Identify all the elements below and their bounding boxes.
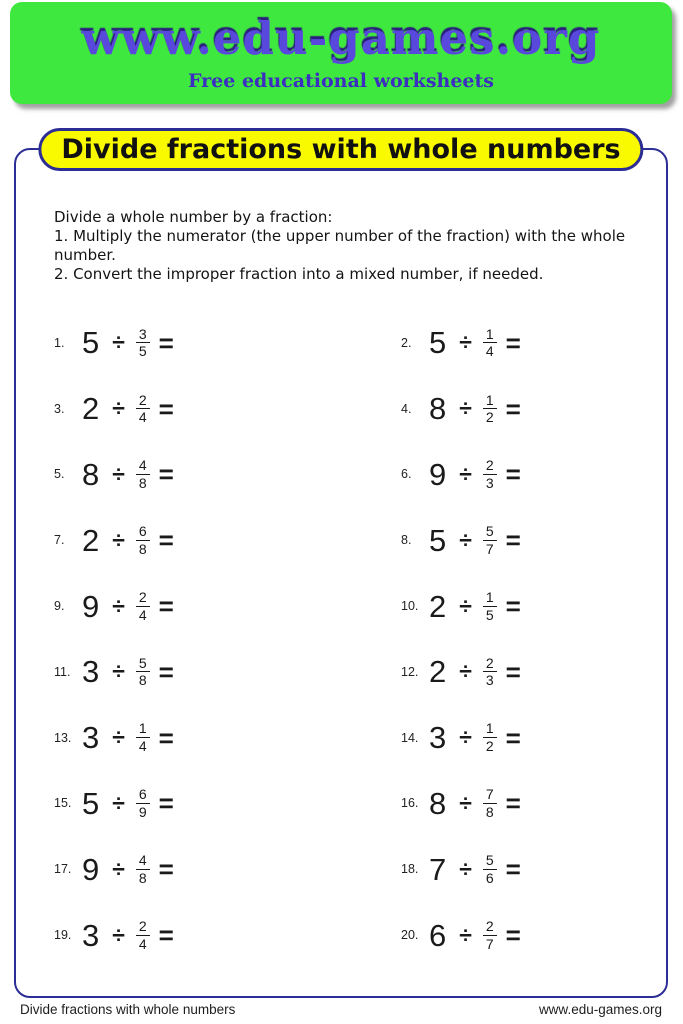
divisor-fraction — [136, 393, 150, 425]
problem-number: 14. — [401, 730, 419, 745]
problem-number: 17. — [54, 862, 72, 877]
problem-row — [401, 458, 662, 490]
division-sign: ÷ — [112, 460, 125, 487]
division-sign: ÷ — [459, 921, 472, 948]
fraction-denominator: 6 — [485, 869, 494, 886]
problem-row — [54, 393, 401, 425]
problem-number: 5. — [54, 467, 65, 482]
divisor-fraction — [483, 919, 497, 951]
fraction-numerator: 1 — [483, 590, 497, 607]
divisor-fraction — [483, 721, 497, 753]
equals-sign: = — [158, 459, 174, 490]
dividend-whole-number: 9 — [82, 588, 100, 624]
fraction-numerator: 2 — [136, 919, 150, 936]
problem-number: 8. — [401, 533, 412, 548]
divisor-fraction — [136, 590, 150, 622]
dividend-whole-number: 2 — [82, 522, 100, 558]
problem-row — [54, 919, 401, 951]
fraction-numerator: 6 — [136, 524, 150, 541]
division-sign: ÷ — [112, 658, 125, 685]
fraction-denominator: 7 — [485, 935, 494, 952]
divisor-fraction — [483, 656, 497, 688]
divisor-fraction — [483, 327, 497, 359]
dividend-whole-number: 3 — [82, 654, 100, 690]
fraction-denominator: 4 — [138, 738, 147, 755]
division-sign: ÷ — [112, 329, 125, 356]
equals-sign: = — [505, 327, 521, 358]
fraction-denominator: 2 — [485, 409, 494, 426]
equals-sign: = — [505, 591, 521, 622]
problem-row — [54, 853, 401, 885]
problem-row — [401, 590, 662, 622]
problem-number: 12. — [401, 664, 419, 679]
fraction-denominator: 4 — [138, 409, 147, 426]
site-title: www.edu-games.org — [81, 12, 601, 65]
division-sign: ÷ — [112, 724, 125, 751]
dividend-whole-number: 8 — [429, 391, 447, 427]
problem-row — [54, 458, 401, 490]
problem-row — [401, 919, 662, 951]
dividend-whole-number: 2 — [429, 588, 447, 624]
problem-number: 11. — [54, 664, 71, 679]
division-sign: ÷ — [459, 724, 472, 751]
worksheet-title-pill — [38, 128, 643, 171]
equals-sign: = — [158, 525, 174, 556]
problem-number: 2. — [401, 335, 412, 350]
divisor-fraction — [136, 919, 150, 951]
problem-row — [401, 393, 662, 425]
dividend-whole-number: 3 — [82, 917, 100, 953]
dividend-whole-number: 8 — [82, 456, 100, 492]
fraction-numerator: 2 — [483, 458, 497, 475]
problem-row — [401, 853, 662, 885]
fraction-denominator: 8 — [138, 540, 147, 557]
fraction-denominator: 7 — [485, 540, 494, 557]
fraction-numerator: 5 — [483, 853, 497, 870]
equals-sign: = — [505, 459, 521, 490]
worksheet-title: Divide fractions with whole numbers — [61, 134, 621, 165]
fraction-denominator: 8 — [485, 803, 494, 820]
problem-row — [401, 327, 662, 359]
problem-number: 10. — [401, 599, 419, 614]
fraction-denominator: 5 — [485, 606, 494, 623]
fraction-denominator: 2 — [485, 738, 494, 755]
division-sign: ÷ — [459, 789, 472, 816]
fraction-denominator: 5 — [138, 343, 147, 360]
dividend-whole-number: 5 — [82, 785, 100, 821]
fraction-denominator: 4 — [138, 606, 147, 623]
fraction-numerator: 4 — [136, 853, 150, 870]
division-sign: ÷ — [112, 789, 125, 816]
instruction-line: 2. Convert the improper fraction into a mixed number, if needed. — [54, 265, 544, 283]
fraction-numerator: 2 — [136, 393, 150, 410]
division-sign: ÷ — [459, 329, 472, 356]
problem-number: 1. — [54, 335, 65, 350]
fraction-denominator: 4 — [138, 935, 147, 952]
problem-number: 7. — [54, 533, 65, 548]
problem-row — [54, 787, 401, 819]
dividend-whole-number: 6 — [429, 917, 447, 953]
footer-site-url: www.edu-games.org — [538, 1002, 662, 1017]
divisor-fraction — [136, 524, 150, 556]
dividend-whole-number: 7 — [429, 851, 447, 887]
fraction-denominator: 9 — [138, 803, 147, 820]
problems-grid — [54, 310, 662, 968]
problem-row — [54, 656, 401, 688]
dividend-whole-number: 5 — [82, 325, 100, 361]
equals-sign: = — [505, 656, 521, 687]
division-sign: ÷ — [112, 395, 125, 422]
equals-sign: = — [505, 722, 521, 753]
site-tagline: Free educational worksheets — [187, 70, 494, 92]
fraction-numerator: 1 — [483, 393, 497, 410]
fraction-numerator: 6 — [136, 787, 150, 804]
instruction-line: number. — [54, 246, 116, 264]
equals-sign: = — [505, 525, 521, 556]
divisor-fraction — [483, 524, 497, 556]
fraction-numerator: 7 — [483, 787, 497, 804]
divisor-fraction — [483, 787, 497, 819]
division-sign: ÷ — [459, 855, 472, 882]
dividend-whole-number: 5 — [429, 522, 447, 558]
problem-row — [401, 720, 662, 756]
division-sign: ÷ — [112, 855, 125, 882]
problem-number: 13. — [54, 730, 72, 745]
equals-sign: = — [158, 327, 174, 358]
divisor-fraction — [483, 458, 497, 490]
fraction-numerator: 5 — [136, 656, 150, 673]
dividend-whole-number: 3 — [82, 720, 100, 756]
divisor-fraction — [136, 853, 150, 885]
instructions — [54, 208, 640, 284]
fraction-numerator: 3 — [136, 327, 150, 344]
problem-number: 3. — [54, 401, 65, 416]
divisor-fraction — [483, 853, 497, 885]
dividend-whole-number: 3 — [429, 720, 447, 756]
problem-number: 16. — [401, 796, 419, 811]
divisor-fraction — [136, 458, 150, 490]
fraction-numerator: 1 — [483, 721, 497, 738]
problem-number: 15. — [54, 796, 72, 811]
problem-row — [54, 327, 401, 359]
divisor-fraction — [136, 787, 150, 819]
footer-worksheet-name: Divide fractions with whole numbers — [20, 1002, 236, 1017]
equals-sign: = — [158, 591, 174, 622]
division-sign: ÷ — [459, 592, 472, 619]
equals-sign: = — [158, 393, 174, 424]
fraction-denominator: 8 — [138, 474, 147, 491]
instruction-line: 1. Multiply the numerator (the upper number of the fraction) with the whole — [54, 227, 626, 245]
problem-row — [54, 720, 401, 756]
fraction-numerator: 2 — [483, 919, 497, 936]
fraction-numerator: 5 — [483, 524, 497, 541]
dividend-whole-number: 9 — [429, 456, 447, 492]
problem-number: 4. — [401, 401, 412, 416]
instruction-line: Divide a whole number by a fraction: — [54, 208, 333, 226]
division-sign: ÷ — [459, 395, 472, 422]
site-header — [10, 2, 672, 104]
dividend-whole-number: 8 — [429, 785, 447, 821]
problem-row — [54, 590, 401, 622]
problem-row — [401, 787, 662, 819]
fraction-denominator: 3 — [485, 672, 494, 689]
fraction-numerator: 1 — [483, 327, 497, 344]
fraction-numerator: 2 — [483, 656, 497, 673]
equals-sign: = — [158, 854, 174, 885]
fraction-numerator: 2 — [136, 590, 150, 607]
problem-number: 9. — [54, 599, 65, 614]
equals-sign: = — [505, 920, 521, 951]
dividend-whole-number: 2 — [82, 391, 100, 427]
division-sign: ÷ — [459, 526, 472, 553]
fraction-numerator: 1 — [136, 721, 150, 738]
equals-sign: = — [505, 393, 521, 424]
problem-row — [54, 524, 401, 556]
dividend-whole-number: 5 — [429, 325, 447, 361]
equals-sign: = — [158, 722, 174, 753]
fraction-denominator: 4 — [485, 343, 494, 360]
problem-row — [401, 524, 662, 556]
divisor-fraction — [483, 590, 497, 622]
division-sign: ÷ — [459, 460, 472, 487]
fraction-denominator: 3 — [485, 474, 494, 491]
fraction-denominator: 8 — [138, 869, 147, 886]
divisor-fraction — [483, 393, 497, 425]
equals-sign: = — [505, 788, 521, 819]
division-sign: ÷ — [112, 921, 125, 948]
problem-number: 19. — [54, 928, 72, 943]
equals-sign: = — [505, 854, 521, 885]
equals-sign: = — [158, 920, 174, 951]
problem-row — [401, 656, 662, 688]
division-sign: ÷ — [459, 658, 472, 685]
worksheet-box — [14, 134, 668, 998]
problem-number: 20. — [401, 928, 419, 943]
problem-number: 6. — [401, 467, 412, 482]
problem-number: 18. — [401, 862, 419, 877]
divisor-fraction — [136, 327, 150, 359]
divisor-fraction — [136, 656, 150, 688]
fraction-denominator: 8 — [138, 672, 147, 689]
division-sign: ÷ — [112, 592, 125, 619]
dividend-whole-number: 9 — [82, 851, 100, 887]
dividend-whole-number: 2 — [429, 654, 447, 690]
equals-sign: = — [158, 788, 174, 819]
divisor-fraction — [136, 721, 150, 753]
fraction-numerator: 4 — [136, 458, 150, 475]
division-sign: ÷ — [112, 526, 125, 553]
equals-sign: = — [158, 656, 174, 687]
